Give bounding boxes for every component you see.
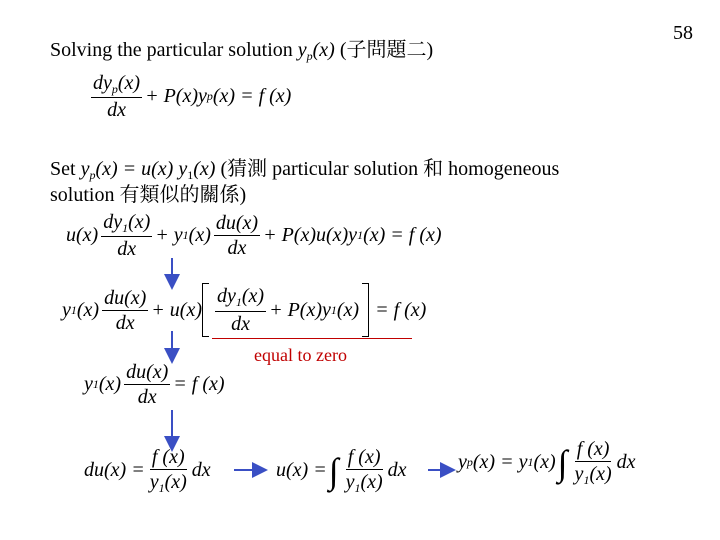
- set-lhs-sub: p: [89, 168, 96, 182]
- title-prefix: Solving the particular solution: [50, 39, 298, 61]
- eq1-den: dx: [107, 99, 126, 122]
- eq7-b-sub: 1: [527, 455, 534, 470]
- eq1-num-sub: p: [111, 82, 118, 96]
- eq2-b-sub: 1: [182, 228, 189, 243]
- eq6-num: f (x): [347, 446, 381, 468]
- eq7-a-sub: p: [466, 455, 473, 470]
- eq6-den-sub: 1: [354, 481, 361, 495]
- eq2-den2: dx: [227, 237, 247, 260]
- eq4-a-x: (x): [98, 373, 122, 395]
- title-suffix: (子問題二): [334, 39, 434, 61]
- title-y: y: [297, 39, 307, 61]
- set-word: Set: [50, 158, 81, 180]
- eq6-den: y: [345, 471, 355, 493]
- eq2-c-sub: 1: [357, 228, 364, 243]
- eq2-num2: du(x): [215, 212, 259, 235]
- eq1-rest: + P(x)y: [145, 85, 207, 108]
- eq3-c-x: (x): [336, 298, 360, 321]
- eq3-a-x: (x): [76, 298, 100, 321]
- equal-to-zero-label: equal to zero: [254, 345, 347, 365]
- eq5-den: y: [149, 471, 159, 493]
- eq7-den-sub: 1: [583, 473, 590, 487]
- eq2-c-x: (x) = f (x): [363, 224, 442, 247]
- eq3-a-sub: 1: [70, 302, 77, 317]
- eq7-b: dx: [616, 451, 636, 474]
- eq3-c: + P(x)y: [269, 298, 331, 321]
- eq3-b: + u(x): [151, 298, 202, 321]
- set-paren: (猜測 particular solution 和 homogeneous: [215, 158, 560, 180]
- eq3-num1: du(x): [104, 286, 147, 309]
- eq5-den-sub: 1: [158, 481, 165, 495]
- eq4-a: y: [84, 373, 93, 395]
- set-lhs: y: [80, 158, 90, 180]
- set-sub-one: 1: [187, 168, 194, 182]
- eq7-den: y: [574, 463, 584, 485]
- eq7-b-x: (x): [533, 451, 556, 474]
- eq2-den1: dx: [117, 238, 137, 261]
- integral-sign: ∫: [328, 450, 339, 491]
- eq1-rest-x: (x) = f (x): [212, 85, 292, 108]
- eq7-a-x: (x) = y: [472, 451, 528, 474]
- eq2-num1: dy: [103, 211, 123, 233]
- eq6-a: u(x) =: [276, 459, 327, 482]
- title-x: (x): [312, 39, 335, 61]
- eq2-b: + y: [155, 224, 183, 247]
- eq6-b: dx: [387, 459, 407, 482]
- eq3-num2-x: (x): [241, 285, 265, 308]
- eq2-a: u(x): [66, 224, 99, 247]
- eq2-b-x: (x): [188, 224, 211, 247]
- eq3-den1: dx: [115, 311, 135, 334]
- eq5-num: f (x): [151, 446, 185, 468]
- set-mid: (x) = u(x) y: [95, 158, 188, 180]
- set-statement-line2: solution 有類似的關係): [50, 184, 247, 206]
- eq2-num1-sub: 1: [122, 221, 129, 235]
- eq4-den: dx: [137, 386, 157, 408]
- title-sub-p: p: [306, 49, 313, 63]
- eq4-a-sub: 1: [92, 377, 99, 391]
- integral-sign: ∫: [557, 442, 568, 483]
- eq5-b: dx: [191, 459, 211, 482]
- eq3-num2-sub: 1: [235, 295, 242, 310]
- eq1-num: dy: [93, 72, 112, 94]
- slide-number: 58: [673, 22, 693, 44]
- eq7-a: y: [458, 451, 467, 474]
- eq5-a: du(x) =: [84, 459, 145, 482]
- eq7-den-x: (x): [589, 463, 612, 485]
- set-end: (x): [193, 158, 216, 180]
- eq7-num: f (x): [576, 438, 610, 460]
- eq3-num2: dy: [217, 285, 236, 308]
- eq2-c: + P(x)u(x)y: [263, 224, 358, 247]
- eq4-num: du(x): [126, 361, 169, 383]
- eq3-den2: dx: [231, 312, 250, 335]
- eq4-b: = f (x): [173, 373, 225, 395]
- eq2-num1-x: (x): [128, 211, 151, 233]
- eq1-num-x: (x): [117, 72, 141, 94]
- eq1-rest-sub: p: [206, 89, 213, 104]
- eq3-d: = f (x): [375, 298, 427, 321]
- eq5-den-x: (x): [164, 471, 187, 493]
- eq3-c-sub: 1: [330, 302, 337, 317]
- eq6-den-x: (x): [360, 471, 383, 493]
- eq3-a: y: [62, 298, 71, 321]
